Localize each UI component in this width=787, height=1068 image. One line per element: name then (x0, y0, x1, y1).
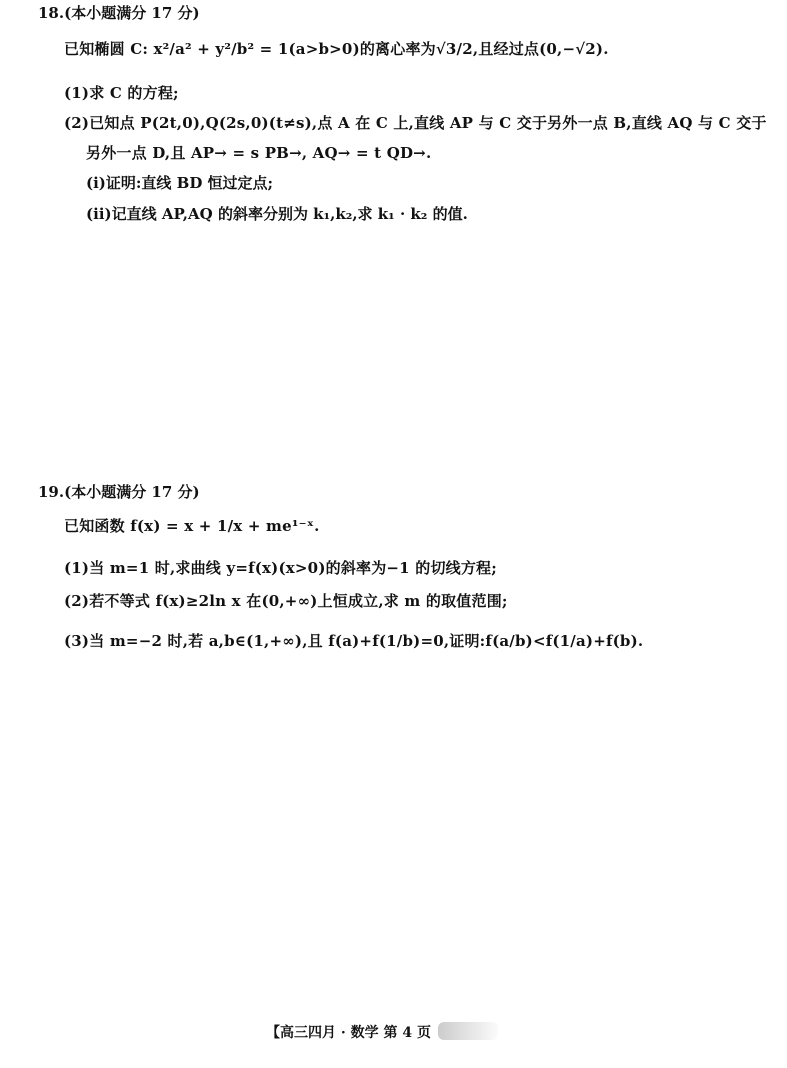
q18-part2-line1: (2)已知点 P(2t,0),Q(2s,0)(t≠s),点 A 在 C 上,直线 AP 与 C 交于另外一点 B,直线 AQ 与 C 交于 (64, 114, 767, 132)
q18-part2-ii: (ⅱ)记直线 AP,AQ 的斜率分别为 k₁,k₂,求 k₁ · k₂ 的值. (86, 205, 468, 223)
q18-stem: 已知椭圆 C: x²/a² + y²/b² = 1(a>b>0)的离心率为√3/2,且经过点(0,−√2). (64, 40, 609, 58)
q18-part2-i: (ⅰ)证明:直线 BD 恒过定点; (86, 174, 274, 192)
page-footer: 【高三四月 · 数学 第 4 页 (266, 1025, 431, 1041)
q19-part1: (1)当 m=1 时,求曲线 y=f(x)(x>0)的斜率为−1 的切线方程; (64, 559, 497, 577)
q19-part3: (3)当 m=−2 时,若 a,b∈(1,+∞),且 f(a)+f(1/b)=0,证明:f(a/b)<f(1/a)+f(b). (64, 632, 644, 650)
q19-header: 19.(本小题满分 17 分) (38, 483, 200, 501)
q18-part2-line2: 另外一点 D,且 AP→ = s PB→, AQ→ = t QD→. (86, 144, 432, 162)
q18-part1: (1)求 C 的方程; (64, 84, 179, 102)
watermark-smudge (438, 1022, 498, 1040)
q18-header: 18.(本小题满分 17 分) (38, 4, 200, 22)
q19-part2: (2)若不等式 f(x)≥2ln x 在(0,+∞)上恒成立,求 m 的取值范围; (64, 592, 508, 610)
q19-stem: 已知函数 f(x) = x + 1/x + me¹⁻ˣ. (64, 517, 320, 535)
